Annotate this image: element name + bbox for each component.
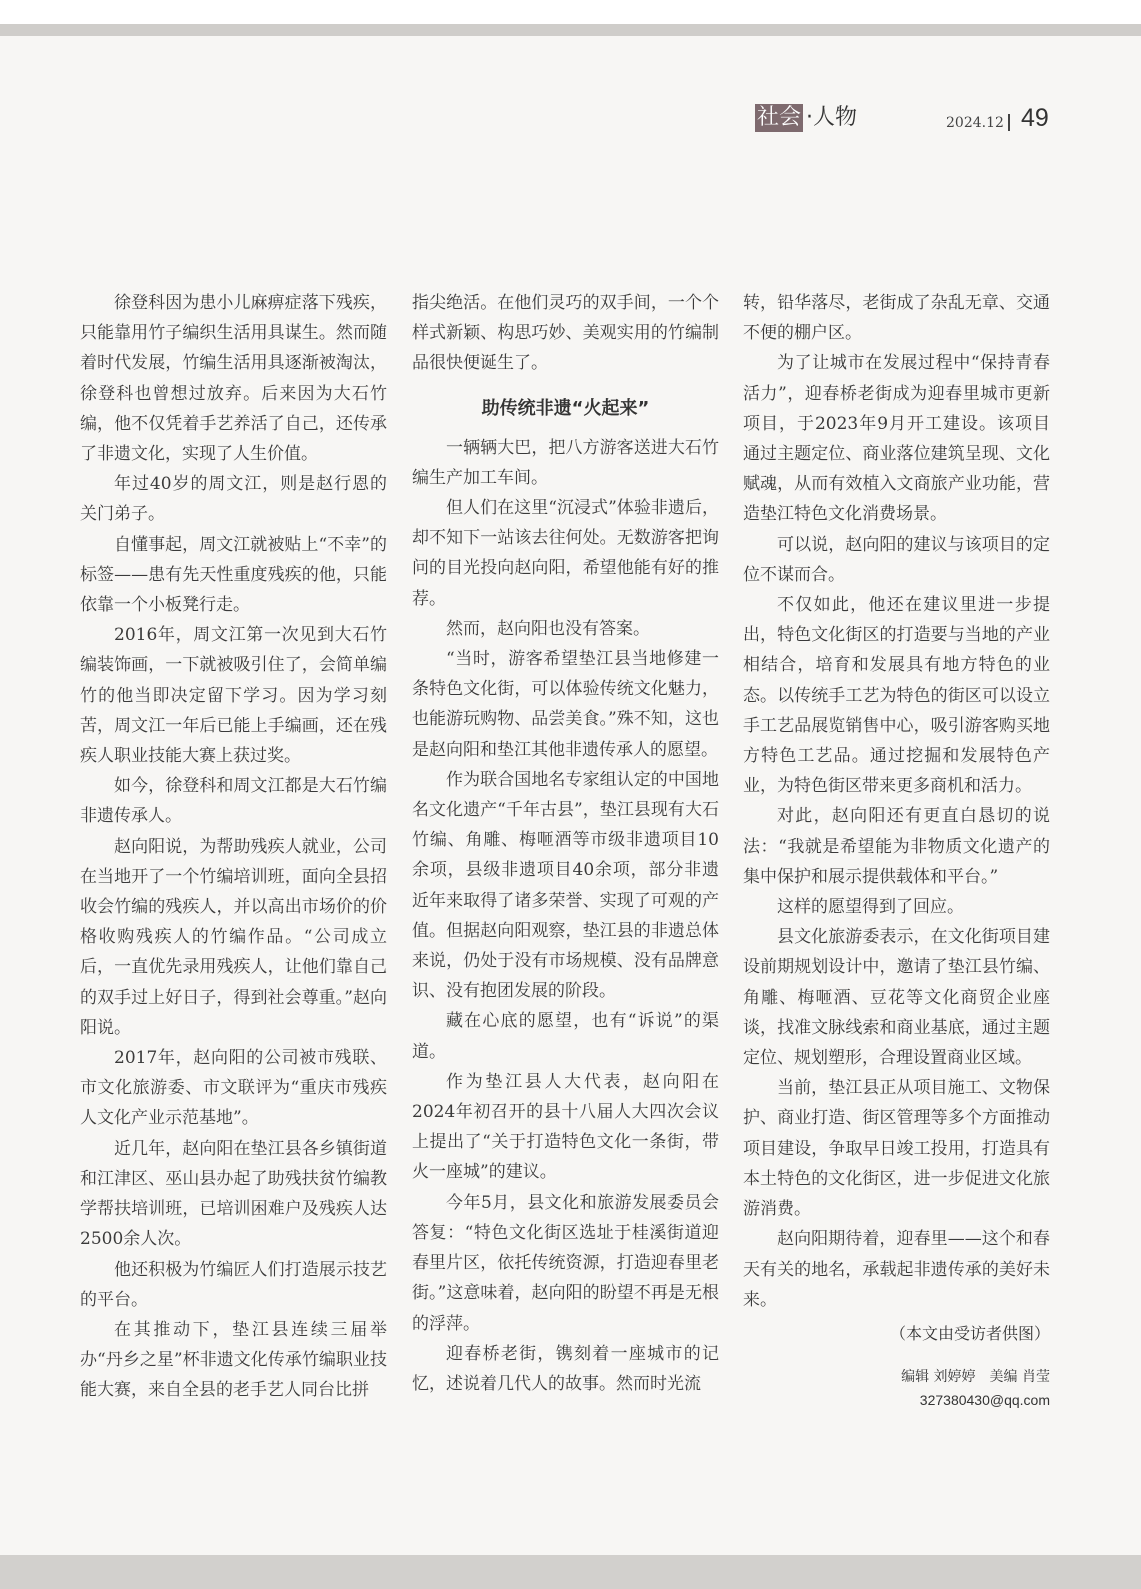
page-number: 49 bbox=[1021, 104, 1049, 132]
paragraph: 县文化旅游委表示，在文化街项目建设前期规划设计中，邀请了垫江县竹编、角雕、梅咂酒、豆花等文化商贸企业座谈，找准文脉线索和商业基底，通过主题定位、规划塑形，合理设置商业区域。 bbox=[743, 927, 1050, 1069]
section-subheading: 助传统非遗“火起来” bbox=[481, 397, 650, 419]
top-margin bbox=[0, 0, 1141, 24]
header-divider bbox=[1008, 114, 1010, 131]
paragraph: 赵向阳说，为帮助残疾人就业，公司在当地开了一个竹编培训班，面向全县招收会竹编的残疾人，并以高出市场价的价格收购残疾人的竹编作品。“公司成立后，一直优先录用残疾人，让他们靠自己的双手过上好日子，得到社会尊重。”赵向阳说。 bbox=[80, 836, 387, 1038]
paragraph: 在其推动下，垫江县连续三届举办“丹乡之星”杯非遗文化传承竹编职业技能大赛，来自全县的老手艺人同台比拼 bbox=[80, 1319, 387, 1401]
paragraph: 一辆辆大巴，把八方游客送进大石竹编生产加工车间。 bbox=[412, 437, 719, 488]
article-column-2 bbox=[412, 288, 719, 1399]
paragraph: 迎春桥老街，镌刻着一座城市的记忆，述说着几代人的故事。然而时光流 bbox=[412, 1343, 719, 1394]
paragraph: 今年5月，县文化和旅游发展委员会答复：“特色文化街区选址于桂溪街道迎春里片区，依托传统资源，打造迎春里老街。”这意味着，赵向阳的盼望不再是无根的浮萍。 bbox=[412, 1192, 719, 1334]
paragraph: 2017年，赵向阳的公司被市残联、市文化旅游委、市文联评为“重庆市残疾人文化产业示范基地”。 bbox=[80, 1048, 387, 1129]
section-label: 社会 bbox=[757, 105, 802, 130]
paragraph: 2016年，周文江第一次见到大石竹编装饰画，一下就被吸引住了，会简单编竹的他当即决定留下学习。因为学习刻苦，周文江一年后已能上手编画，还在残疾人职业技能大赛上获过奖。 bbox=[80, 625, 387, 767]
top-border-bar bbox=[0, 24, 1141, 36]
article-column-3 bbox=[743, 288, 1050, 1411]
paragraph: 藏在心底的愿望，也有“诉说”的渠道。 bbox=[412, 1011, 719, 1062]
contact-email: 327380430@qq.com bbox=[919, 1392, 1050, 1409]
editor-credits: 编辑 刘婷婷 美编 肖莹 bbox=[901, 1369, 1050, 1386]
paragraph: 如今，徐登科和周文江都是大石竹编非遗传承人。 bbox=[80, 776, 387, 827]
bottom-border-bar bbox=[0, 1555, 1141, 1589]
paragraph: 但人们在这里“沉浸式”体验非遗后，却不知下一站该去往何处。无数游客把询问的目光投向赵向阳，希望他能有好的推荐。 bbox=[412, 498, 719, 609]
paragraph: 作为垫江县人大代表，赵向阳在2024年初召开的县十八届人大四次会议上提出了“关于打造特色文化一条街，带火一座城”的建议。 bbox=[412, 1071, 719, 1183]
subsection-label: ·人物 bbox=[806, 105, 857, 130]
paragraph: 赵向阳期待着，迎春里——这个和春天有关的地名，承载起非遗传承的美好未来。 bbox=[743, 1229, 1050, 1310]
paragraph-continued: 转，铅华落尽，老街成了杂乱无章、交通不便的棚户区。 bbox=[743, 293, 1050, 344]
paragraph: 对此，赵向阳还有更直白恳切的说法：“我就是希望能为非物质文化遗产的集中保护和展示提供载体和平台。” bbox=[743, 806, 1050, 887]
paragraph: 近几年，赵向阳在垫江县各乡镇街道和江津区、巫山县办起了助残扶贫竹编教学帮扶培训班，已培训困难户及残疾人达2500余人次。 bbox=[80, 1138, 387, 1250]
paragraph: 可以说，赵向阳的建议与该项目的定位不谋而合。 bbox=[743, 534, 1050, 585]
paragraph: 年过40岁的周文江，则是赵行恩的关门弟子。 bbox=[80, 474, 387, 525]
paragraph-continued: 指尖绝活。在他们灵巧的双手间，一个个样式新颖、构思巧妙、美观实用的竹编制品很快便诞生了。 bbox=[412, 293, 719, 374]
paragraph: 他还积极为竹编匠人们打造展示技艺的平台。 bbox=[80, 1259, 387, 1310]
page-header bbox=[755, 100, 1055, 140]
paragraph: 作为联合国地名专家组认定的中国地名文化遗产“千年古县”，垫江县现有大石竹编、角雕、梅咂酒等市级非遗项目10余项，县级非遗项目40余项，部分非遗近年来取得了诸多荣誉、实现了可观的产值。但据赵向阳观察，垫江县的非遗总体来说，仍处于没有市场规模、没有品牌意识、没有抱团发展的阶段。 bbox=[412, 769, 719, 1002]
paragraph: 为了让城市在发展过程中“保持青春活力”，迎春桥老街成为迎春里城市更新项目，于2023年9月开工建设。该项目通过主题定位、商业落位建筑呈现、文化赋魂，从而有效植入文商旅产业功能，营造垫江特色文化消费场景。 bbox=[743, 353, 1050, 525]
paragraph: 然而，赵向阳也没有答案。 bbox=[446, 618, 650, 639]
paragraph: 徐登科因为患小儿麻痹症落下残疾，只能靠用竹子编织生活用具谋生。然而随着时代发展，竹编生活用具逐渐被淘汰，徐登科也曾想过放弃。后来因为大石竹编，他不仅凭着手艺养活了自己，还传承了非遗文化，实现了人生价值。 bbox=[80, 293, 387, 465]
paragraph: 自懂事起，周文江就被贴上“不幸”的标签——患有先天性重度残疾的他，只能依靠一个小板凳行走。 bbox=[80, 534, 387, 616]
paragraph: “当时，游客希望垫江县当地修建一条特色文化街，可以体验传统文化魅力，也能游玩购物、品尝美食。”殊不知，这也是赵向阳和垫江其他非遗传承人的愿望。 bbox=[412, 649, 719, 760]
issue-date: 2024.12 bbox=[946, 115, 1004, 131]
paragraph: 不仅如此，他还在建议里进一步提出，特色文化街区的打造要与当地的产业相结合，培育和发展具有地方特色的业态。以传统手工艺为特色的街区可以设立手工艺品展览销售中心，吸引游客购买地方特色工艺品。通过挖掘和发展特色产业，为特色街区带来更多商机和活力。 bbox=[743, 595, 1050, 797]
photo-credit: （本文由受访者供图） bbox=[889, 1323, 1050, 1343]
paragraph: 这样的愿望得到了回应。 bbox=[777, 897, 964, 918]
paragraph: 当前，垫江县正从项目施工、文物保护、商业打造、街区管理等多个方面推动项目建设，争取早日竣工投用，打造具有本土特色的文化街区，进一步促进文化旅游消费。 bbox=[743, 1078, 1050, 1220]
article-column-1 bbox=[80, 288, 387, 1406]
